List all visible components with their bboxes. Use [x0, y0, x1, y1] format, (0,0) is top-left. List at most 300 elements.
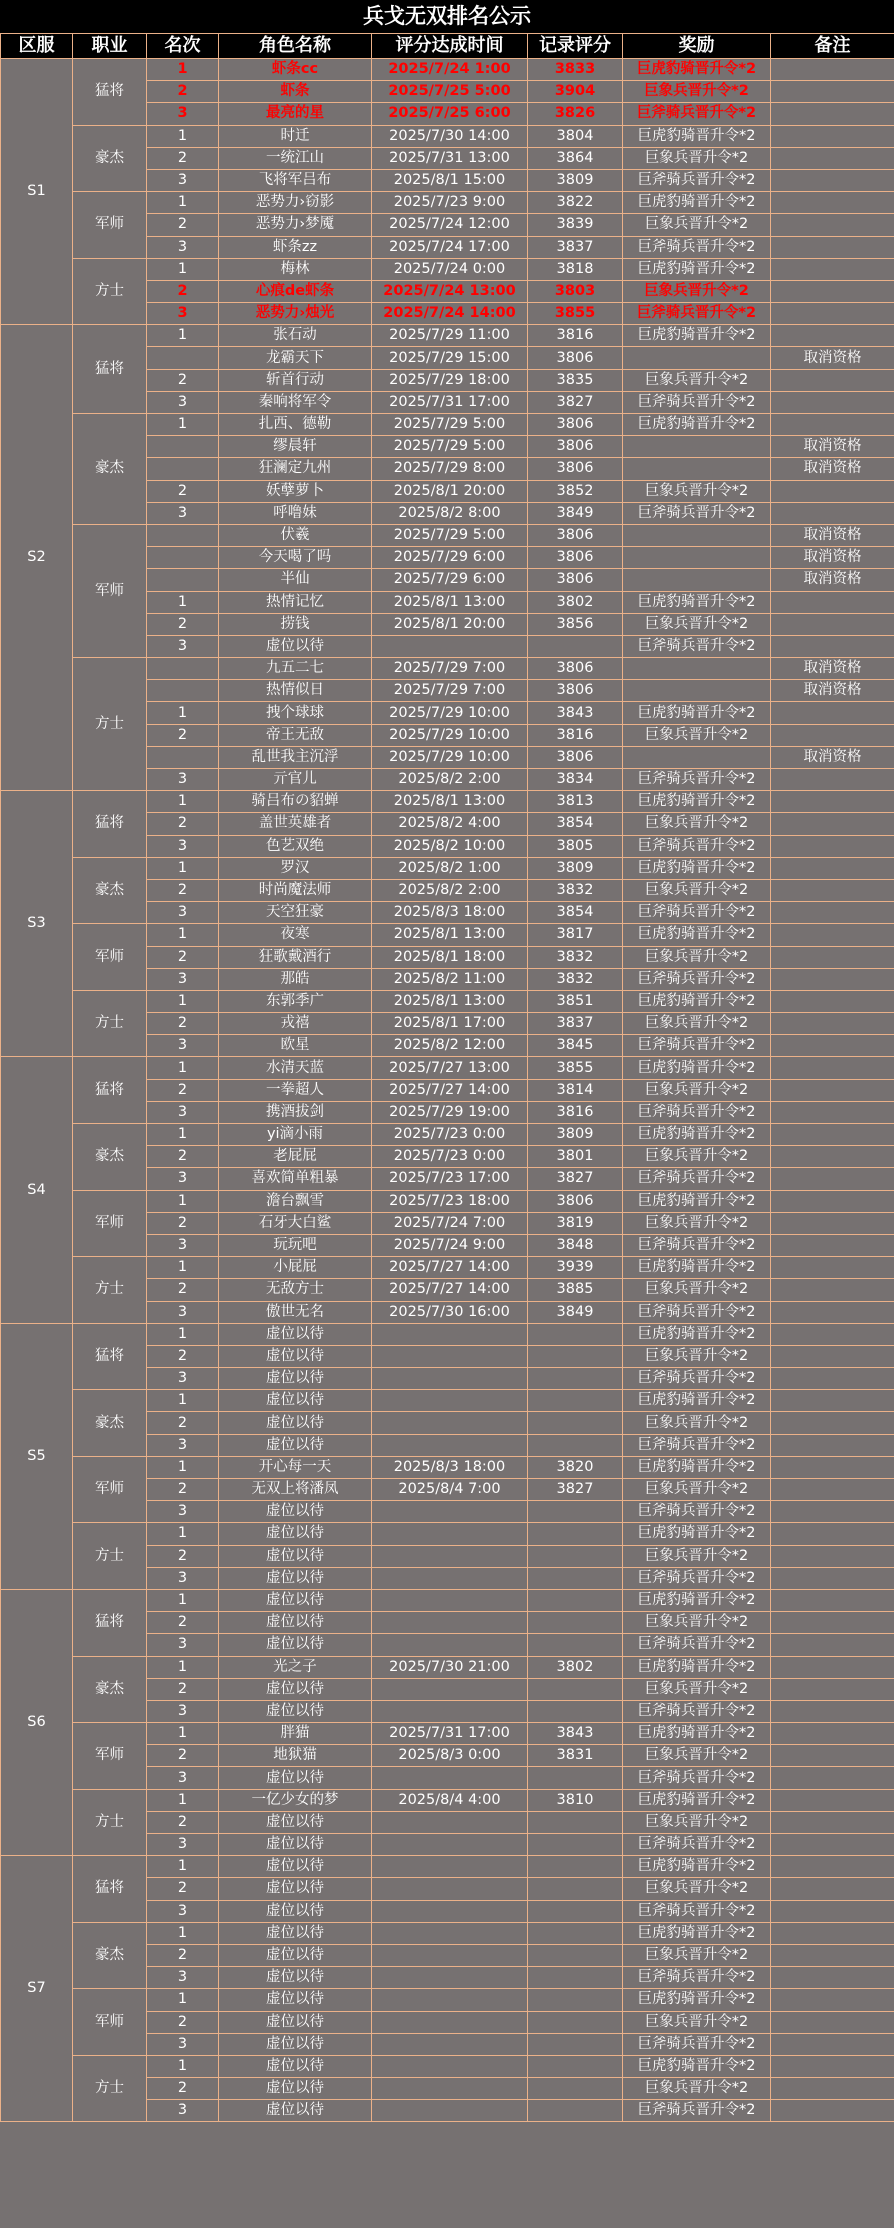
rank-cell: 3 [147, 902, 219, 924]
reward-cell: 巨虎豹骑晋升令*2 [623, 591, 771, 613]
class-cell: 军师 [73, 1723, 147, 1790]
note-cell [771, 2055, 894, 2077]
score-cell: 3864 [528, 147, 623, 169]
rank-cell: 3 [147, 1301, 219, 1323]
score-cell [528, 1412, 623, 1434]
reward-cell: 巨虎豹骑晋升令*2 [623, 702, 771, 724]
rank-cell: 2 [147, 1212, 219, 1234]
note-cell [771, 1900, 894, 1922]
score-cell: 3816 [528, 724, 623, 746]
role-name-cell: 秦响将军令 [219, 391, 372, 413]
reward-cell: 巨象兵晋升令*2 [623, 1545, 771, 1567]
note-cell [771, 1234, 894, 1256]
note-cell: 取消资格 [771, 746, 894, 768]
role-name-cell: 虚位以待 [219, 1922, 372, 1944]
time-cell: 2025/7/25 5:00 [372, 81, 528, 103]
table-row [1, 2055, 894, 2077]
time-cell: 2025/7/30 16:00 [372, 1301, 528, 1323]
score-cell [528, 1678, 623, 1700]
score-cell: 3827 [528, 391, 623, 413]
table-row [1, 1856, 894, 1878]
reward-cell: 巨斧骑兵晋升令*2 [623, 835, 771, 857]
note-cell [771, 1944, 894, 1966]
time-cell [372, 2100, 528, 2122]
role-name-cell: 虚位以待 [219, 1323, 372, 1345]
score-cell: 3855 [528, 303, 623, 325]
class-cell: 猛将 [73, 1589, 147, 1656]
rank-cell: 2 [147, 1013, 219, 1035]
score-cell: 3832 [528, 968, 623, 990]
note-cell [771, 1967, 894, 1989]
note-cell [771, 81, 894, 103]
time-cell [372, 1878, 528, 1900]
score-cell [528, 1767, 623, 1789]
rank-cell: 1 [147, 1257, 219, 1279]
score-cell: 3806 [528, 1190, 623, 1212]
time-cell [372, 2033, 528, 2055]
note-cell [771, 1479, 894, 1501]
reward-cell: 巨象兵晋升令*2 [623, 369, 771, 391]
note-cell [771, 1168, 894, 1190]
reward-cell: 巨象兵晋升令*2 [623, 1279, 771, 1301]
time-cell: 2025/7/24 17:00 [372, 236, 528, 258]
note-cell [771, 1989, 894, 2011]
note-cell [771, 369, 894, 391]
time-cell: 2025/7/29 6:00 [372, 547, 528, 569]
rank-cell: 2 [147, 1479, 219, 1501]
rank-cell [147, 547, 219, 569]
score-cell: 3809 [528, 857, 623, 879]
class-cell: 豪杰 [73, 414, 147, 525]
note-cell [771, 1212, 894, 1234]
score-cell [528, 1634, 623, 1656]
table-row [1, 125, 894, 147]
score-cell: 3854 [528, 813, 623, 835]
note-cell [771, 1434, 894, 1456]
role-name-cell: 虚位以待 [219, 1878, 372, 1900]
score-cell: 3806 [528, 347, 623, 369]
class-cell: 方士 [73, 1789, 147, 1856]
role-name-cell: 水清天蓝 [219, 1057, 372, 1079]
note-cell [771, 1323, 894, 1345]
score-cell: 3814 [528, 1079, 623, 1101]
score-cell: 3843 [528, 1723, 623, 1745]
note-cell [771, 280, 894, 302]
time-cell [372, 1412, 528, 1434]
role-name-cell: 斩首行动 [219, 369, 372, 391]
role-name-cell: 虚位以待 [219, 1856, 372, 1878]
rank-cell: 2 [147, 2011, 219, 2033]
role-name-cell: 虚位以待 [219, 1700, 372, 1722]
time-cell [372, 1922, 528, 1944]
reward-cell: 巨虎豹骑晋升令*2 [623, 1257, 771, 1279]
role-name-cell: 虚位以待 [219, 2078, 372, 2100]
rank-cell [147, 347, 219, 369]
time-cell: 2025/7/29 5:00 [372, 414, 528, 436]
time-cell: 2025/7/23 9:00 [372, 192, 528, 214]
note-cell [771, 791, 894, 813]
role-name-cell: 一统江山 [219, 147, 372, 169]
rank-cell: 1 [147, 1523, 219, 1545]
score-cell: 3806 [528, 746, 623, 768]
score-cell: 3819 [528, 1212, 623, 1234]
time-cell [372, 1678, 528, 1700]
role-name-cell: 虚位以待 [219, 1567, 372, 1589]
rank-cell: 3 [147, 1634, 219, 1656]
reward-cell: 巨象兵晋升令*2 [623, 613, 771, 635]
rank-cell: 3 [147, 303, 219, 325]
role-name-cell: 无双上将潘凤 [219, 1479, 372, 1501]
reward-cell: 巨虎豹骑晋升令*2 [623, 59, 771, 81]
score-cell: 3806 [528, 680, 623, 702]
score-cell: 3809 [528, 1124, 623, 1146]
rank-cell: 2 [147, 613, 219, 635]
note-cell [771, 702, 894, 724]
role-name-cell: 恶势力›梦魇 [219, 214, 372, 236]
note-cell [771, 1767, 894, 1789]
header-server: 区服 [1, 34, 73, 59]
time-cell: 2025/7/25 6:00 [372, 103, 528, 125]
role-name-cell: 喜欢简单粗暴 [219, 1168, 372, 1190]
role-name-cell: 最亮的星 [219, 103, 372, 125]
reward-cell: 巨虎豹骑晋升令*2 [623, 857, 771, 879]
score-cell: 3802 [528, 1656, 623, 1678]
header-row [1, 34, 894, 59]
rank-cell: 2 [147, 1678, 219, 1700]
score-cell: 3855 [528, 1057, 623, 1079]
note-cell: 取消资格 [771, 436, 894, 458]
time-cell: 2025/8/2 12:00 [372, 1035, 528, 1057]
role-name-cell: 虚位以待 [219, 1967, 372, 1989]
rank-cell: 2 [147, 147, 219, 169]
role-name-cell: 狂澜定九州 [219, 458, 372, 480]
score-cell [528, 2011, 623, 2033]
page-title: 兵戈无双排名公示 [0, 0, 894, 33]
note-cell [771, 613, 894, 635]
time-cell: 2025/7/29 5:00 [372, 524, 528, 546]
reward-cell: 巨象兵晋升令*2 [623, 1878, 771, 1900]
reward-cell: 巨斧骑兵晋升令*2 [623, 1900, 771, 1922]
time-cell [372, 1811, 528, 1833]
note-cell: 取消资格 [771, 347, 894, 369]
table-row [1, 1523, 894, 1545]
score-cell [528, 1834, 623, 1856]
score-cell [528, 1545, 623, 1567]
reward-cell [623, 436, 771, 458]
header-rank: 名次 [147, 34, 219, 59]
score-cell: 3818 [528, 258, 623, 280]
time-cell: 2025/8/1 15:00 [372, 169, 528, 191]
rank-cell: 1 [147, 857, 219, 879]
time-cell: 2025/8/2 10:00 [372, 835, 528, 857]
score-cell: 3831 [528, 1745, 623, 1767]
note-cell [771, 1101, 894, 1123]
rank-cell: 3 [147, 1967, 219, 1989]
rank-cell: 2 [147, 81, 219, 103]
note-cell [771, 835, 894, 857]
score-cell: 3885 [528, 1279, 623, 1301]
note-cell [771, 1057, 894, 1079]
rank-cell: 3 [147, 968, 219, 990]
time-cell: 2025/7/30 14:00 [372, 125, 528, 147]
table-row [1, 325, 894, 347]
rank-cell: 1 [147, 1390, 219, 1412]
time-cell: 2025/7/29 8:00 [372, 458, 528, 480]
score-cell [528, 1501, 623, 1523]
reward-cell: 巨斧骑兵晋升令*2 [623, 1434, 771, 1456]
reward-cell: 巨象兵晋升令*2 [623, 480, 771, 502]
role-name-cell: 地狱猫 [219, 1745, 372, 1767]
score-cell: 3856 [528, 613, 623, 635]
reward-cell: 巨虎豹骑晋升令*2 [623, 1456, 771, 1478]
note-cell [771, 1700, 894, 1722]
time-cell: 2025/7/24 1:00 [372, 59, 528, 81]
rank-cell: 1 [147, 192, 219, 214]
table-row [1, 857, 894, 879]
role-name-cell: 虚位以待 [219, 2011, 372, 2033]
role-name-cell: 热情记忆 [219, 591, 372, 613]
reward-cell: 巨象兵晋升令*2 [623, 1745, 771, 1767]
note-cell [771, 1789, 894, 1811]
time-cell [372, 1323, 528, 1345]
note-cell [771, 1567, 894, 1589]
rank-cell: 1 [147, 1922, 219, 1944]
table-row [1, 924, 894, 946]
rank-cell: 3 [147, 835, 219, 857]
time-cell: 2025/8/1 13:00 [372, 591, 528, 613]
rank-cell: 1 [147, 791, 219, 813]
note-cell [771, 1523, 894, 1545]
note-cell [771, 480, 894, 502]
role-name-cell: 玩玩吧 [219, 1234, 372, 1256]
time-cell: 2025/7/30 21:00 [372, 1656, 528, 1678]
rank-cell: 1 [147, 2055, 219, 2077]
role-name-cell: 光之子 [219, 1656, 372, 1678]
class-cell: 豪杰 [73, 1922, 147, 1989]
class-cell: 方士 [73, 658, 147, 791]
note-cell [771, 1545, 894, 1567]
time-cell [372, 2055, 528, 2077]
role-name-cell: 天空狂豪 [219, 902, 372, 924]
score-cell: 3820 [528, 1456, 623, 1478]
time-cell: 2025/7/29 5:00 [372, 436, 528, 458]
reward-cell [623, 658, 771, 680]
rank-cell: 1 [147, 1656, 219, 1678]
table-row [1, 1323, 894, 1345]
reward-cell: 巨虎豹骑晋升令*2 [623, 1323, 771, 1345]
time-cell [372, 1501, 528, 1523]
note-cell: 取消资格 [771, 547, 894, 569]
note-cell [771, 968, 894, 990]
rank-cell: 2 [147, 280, 219, 302]
table-row [1, 990, 894, 1012]
time-cell [372, 1944, 528, 1966]
note-cell [771, 414, 894, 436]
time-cell [372, 1989, 528, 2011]
note-cell [771, 1301, 894, 1323]
table-row [1, 658, 894, 680]
time-cell [372, 1589, 528, 1611]
role-name-cell: 亓官儿 [219, 769, 372, 791]
table-row [1, 524, 894, 546]
class-cell: 军师 [73, 1190, 147, 1257]
note-cell [771, 1013, 894, 1035]
time-cell: 2025/7/23 0:00 [372, 1124, 528, 1146]
score-cell: 3809 [528, 169, 623, 191]
note-cell [771, 502, 894, 524]
rank-cell: 3 [147, 1501, 219, 1523]
score-cell: 3849 [528, 1301, 623, 1323]
time-cell: 2025/8/2 2:00 [372, 879, 528, 901]
role-name-cell: 那皓 [219, 968, 372, 990]
role-name-cell: 盖世英雄者 [219, 813, 372, 835]
reward-cell: 巨虎豹骑晋升令*2 [623, 1589, 771, 1611]
score-cell: 3843 [528, 702, 623, 724]
role-name-cell: 石牙大白鲨 [219, 1212, 372, 1234]
table-row [1, 1589, 894, 1611]
note-cell [771, 2100, 894, 2122]
class-cell: 方士 [73, 990, 147, 1057]
rank-cell: 3 [147, 1567, 219, 1589]
time-cell: 2025/7/27 14:00 [372, 1079, 528, 1101]
score-cell: 3806 [528, 524, 623, 546]
time-cell: 2025/8/1 13:00 [372, 924, 528, 946]
time-cell: 2025/7/29 11:00 [372, 325, 528, 347]
time-cell: 2025/7/24 9:00 [372, 1234, 528, 1256]
rank-cell: 3 [147, 236, 219, 258]
note-cell [771, 1035, 894, 1057]
rank-cell: 3 [147, 2100, 219, 2122]
rank-cell: 2 [147, 1878, 219, 1900]
rank-cell: 1 [147, 990, 219, 1012]
reward-cell: 巨虎豹骑晋升令*2 [623, 258, 771, 280]
reward-cell: 巨斧骑兵晋升令*2 [623, 236, 771, 258]
server-cell: S6 [1, 1589, 73, 1855]
note-cell [771, 1279, 894, 1301]
table-row [1, 258, 894, 280]
role-name-cell: 夜寒 [219, 924, 372, 946]
reward-cell: 巨象兵晋升令*2 [623, 1412, 771, 1434]
reward-cell: 巨斧骑兵晋升令*2 [623, 1700, 771, 1722]
note-cell [771, 1345, 894, 1367]
role-name-cell: 梅林 [219, 258, 372, 280]
reward-cell: 巨象兵晋升令*2 [623, 813, 771, 835]
time-cell [372, 1523, 528, 1545]
score-cell [528, 2078, 623, 2100]
role-name-cell: 时尚魔法师 [219, 879, 372, 901]
time-cell: 2025/7/24 7:00 [372, 1212, 528, 1234]
role-name-cell: 龙霸天下 [219, 347, 372, 369]
rank-cell: 2 [147, 369, 219, 391]
role-name-cell: 虚位以待 [219, 1811, 372, 1833]
header-reward: 奖励 [623, 34, 771, 59]
role-name-cell: 欧星 [219, 1035, 372, 1057]
role-name-cell: 虚位以待 [219, 1434, 372, 1456]
score-cell: 3806 [528, 414, 623, 436]
header-note: 备注 [771, 34, 894, 59]
table-row [1, 1257, 894, 1279]
class-cell: 方士 [73, 1523, 147, 1590]
time-cell: 2025/8/2 1:00 [372, 857, 528, 879]
reward-cell: 巨虎豹骑晋升令*2 [623, 1390, 771, 1412]
note-cell [771, 724, 894, 746]
reward-cell: 巨虎豹骑晋升令*2 [623, 192, 771, 214]
reward-cell: 巨斧骑兵晋升令*2 [623, 1501, 771, 1523]
score-cell: 3816 [528, 325, 623, 347]
class-cell: 军师 [73, 1456, 147, 1523]
reward-cell: 巨象兵晋升令*2 [623, 879, 771, 901]
note-cell [771, 1723, 894, 1745]
time-cell [372, 1612, 528, 1634]
reward-cell: 巨象兵晋升令*2 [623, 1146, 771, 1168]
rank-cell: 3 [147, 169, 219, 191]
reward-cell: 巨斧骑兵晋升令*2 [623, 502, 771, 524]
note-cell [771, 635, 894, 657]
time-cell: 2025/8/2 11:00 [372, 968, 528, 990]
score-cell [528, 1323, 623, 1345]
time-cell: 2025/7/29 10:00 [372, 702, 528, 724]
table-row [1, 414, 894, 436]
note-cell [771, 214, 894, 236]
rank-cell: 1 [147, 1723, 219, 1745]
score-cell: 3832 [528, 879, 623, 901]
score-cell: 3854 [528, 902, 623, 924]
score-cell [528, 1878, 623, 1900]
score-cell: 3837 [528, 236, 623, 258]
time-cell [372, 2078, 528, 2100]
time-cell [372, 1368, 528, 1390]
time-cell [372, 1545, 528, 1567]
rank-cell: 3 [147, 769, 219, 791]
reward-cell: 巨象兵晋升令*2 [623, 147, 771, 169]
score-cell: 3839 [528, 214, 623, 236]
role-name-cell: 乱世我主沉浮 [219, 746, 372, 768]
rank-cell: 1 [147, 1856, 219, 1878]
time-cell [372, 1345, 528, 1367]
class-cell: 军师 [73, 1989, 147, 2056]
note-cell: 取消资格 [771, 680, 894, 702]
reward-cell: 巨斧骑兵晋升令*2 [623, 1634, 771, 1656]
rank-cell: 3 [147, 1168, 219, 1190]
rank-cell [147, 436, 219, 458]
reward-cell: 巨斧骑兵晋升令*2 [623, 1234, 771, 1256]
role-name-cell: 一拳超人 [219, 1079, 372, 1101]
time-cell: 2025/7/23 18:00 [372, 1190, 528, 1212]
note-cell [771, 902, 894, 924]
score-cell [528, 1345, 623, 1367]
reward-cell: 巨斧骑兵晋升令*2 [623, 2100, 771, 2122]
note-cell [771, 1878, 894, 1900]
table-row [1, 59, 894, 81]
class-cell: 猛将 [73, 791, 147, 858]
rank-cell: 1 [147, 1589, 219, 1611]
class-cell: 猛将 [73, 325, 147, 414]
reward-cell: 巨象兵晋升令*2 [623, 280, 771, 302]
score-cell [528, 635, 623, 657]
score-cell [528, 1612, 623, 1634]
table-row [1, 1789, 894, 1811]
reward-cell: 巨斧骑兵晋升令*2 [623, 635, 771, 657]
role-name-cell: 恶势力›烛光 [219, 303, 372, 325]
reward-cell [623, 524, 771, 546]
time-cell [372, 2011, 528, 2033]
class-cell: 方士 [73, 1257, 147, 1324]
reward-cell: 巨虎豹骑晋升令*2 [623, 1523, 771, 1545]
score-cell [528, 2055, 623, 2077]
time-cell: 2025/7/29 10:00 [372, 746, 528, 768]
score-cell: 3817 [528, 924, 623, 946]
rank-cell: 2 [147, 813, 219, 835]
